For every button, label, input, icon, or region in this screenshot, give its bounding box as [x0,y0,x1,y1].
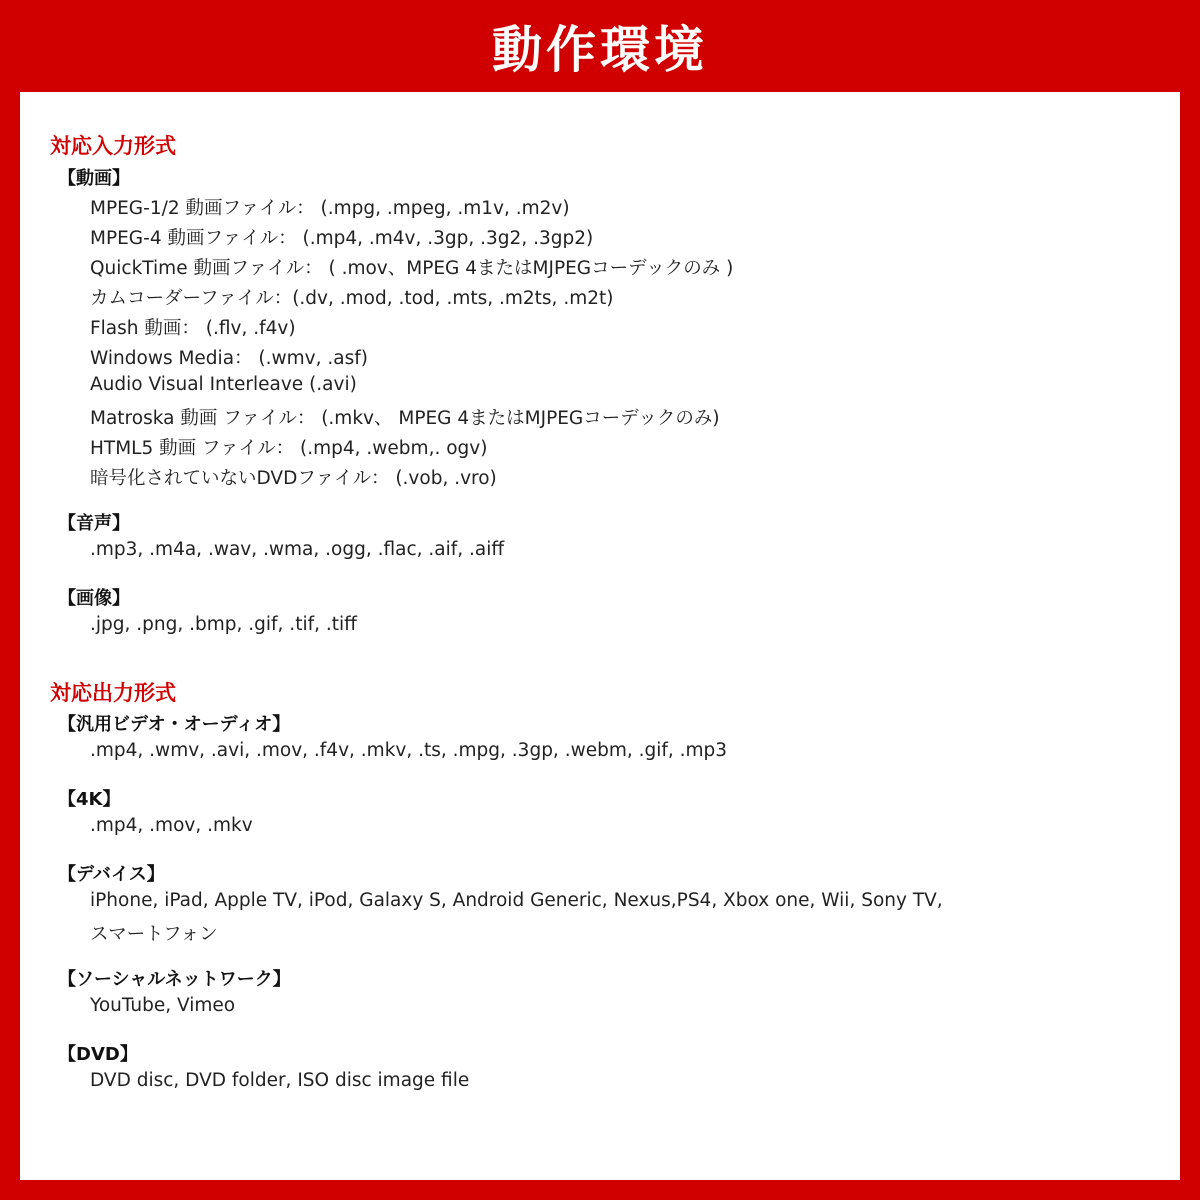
dvd-subheading: 【DVD】 [58,1044,138,1065]
general-av-format-item: .mp4, .wmv, .avi, .mov, .f4v, .mkv, .ts, .mpg, .3gp, .webm, .gif, .mp3 [90,740,728,761]
video-format-item: Audio Visual Interleave (.avi) [90,374,357,395]
video-format-item: QuickTime 動画ファイル： ( .mov、MPEG 4またはMJPEGコーデックのみ ) [90,258,734,279]
video-subheading: 【動画】 [58,168,130,189]
4k-subheading: 【4K】 [58,789,121,810]
social-list-item: YouTube, Vimeo [90,995,236,1016]
general-av-subheading: 【汎用ビデオ・オーディオ】 [58,714,291,735]
video-format-item: Flash 動画： (.flv, .f4v) [90,318,296,339]
devices-list-item: iPhone, iPad, Apple TV, iPod, Galaxy S, Android Generic, Nexus,PS4, Xbox one, Wii, Sony TV, [90,890,943,911]
video-format-item: Windows Media： (.wmv, .asf) [90,348,368,369]
header-banner [0,0,1200,92]
content-panel [20,92,1180,1180]
audio-format-item: .mp3, .m4a, .wav, .wma, .ogg, .flac, .aif, .aiff [90,539,505,560]
video-format-item: HTML5 動画 ファイル： (.mp4, .webm,. ogv) [90,438,488,459]
social-subheading: 【ソーシャルネットワーク】 [58,969,291,990]
audio-subheading: 【音声】 [58,513,130,534]
output-formats-title: 対応出力形式 [50,681,176,705]
input-formats-title: 対応入力形式 [50,134,176,158]
video-format-item: Matroska 動画 ファイル： (.mkv、 MPEG 4またはMJPEGコーデックのみ) [90,408,720,429]
image-subheading: 【画像】 [58,588,130,609]
video-format-item: 暗号化されていないDVDファイル： (.vob, .vro) [90,468,497,489]
page-title: 動作環境 [492,21,708,79]
video-format-item: MPEG-1/2 動画ファイル： (.mpg, .mpeg, .m1v, .m2v) [90,198,570,219]
4k-format-item: .mp4, .mov, .mkv [90,815,253,836]
video-format-item: カムコーダーファイル：(.dv, .mod, .tod, .mts, .m2ts, .m2t) [90,288,614,309]
image-format-item: .jpg, .png, .bmp, .gif, .tif, .tiff [90,614,357,635]
dvd-list-item: DVD disc, DVD folder, ISO disc image file [90,1070,470,1091]
devices-list-item: スマートフォン [90,924,218,945]
video-format-item: MPEG-4 動画ファイル： (.mp4, .m4v, .3gp, .3g2, .3gp2) [90,228,594,249]
devices-subheading: 【デバイス】 [58,864,165,885]
